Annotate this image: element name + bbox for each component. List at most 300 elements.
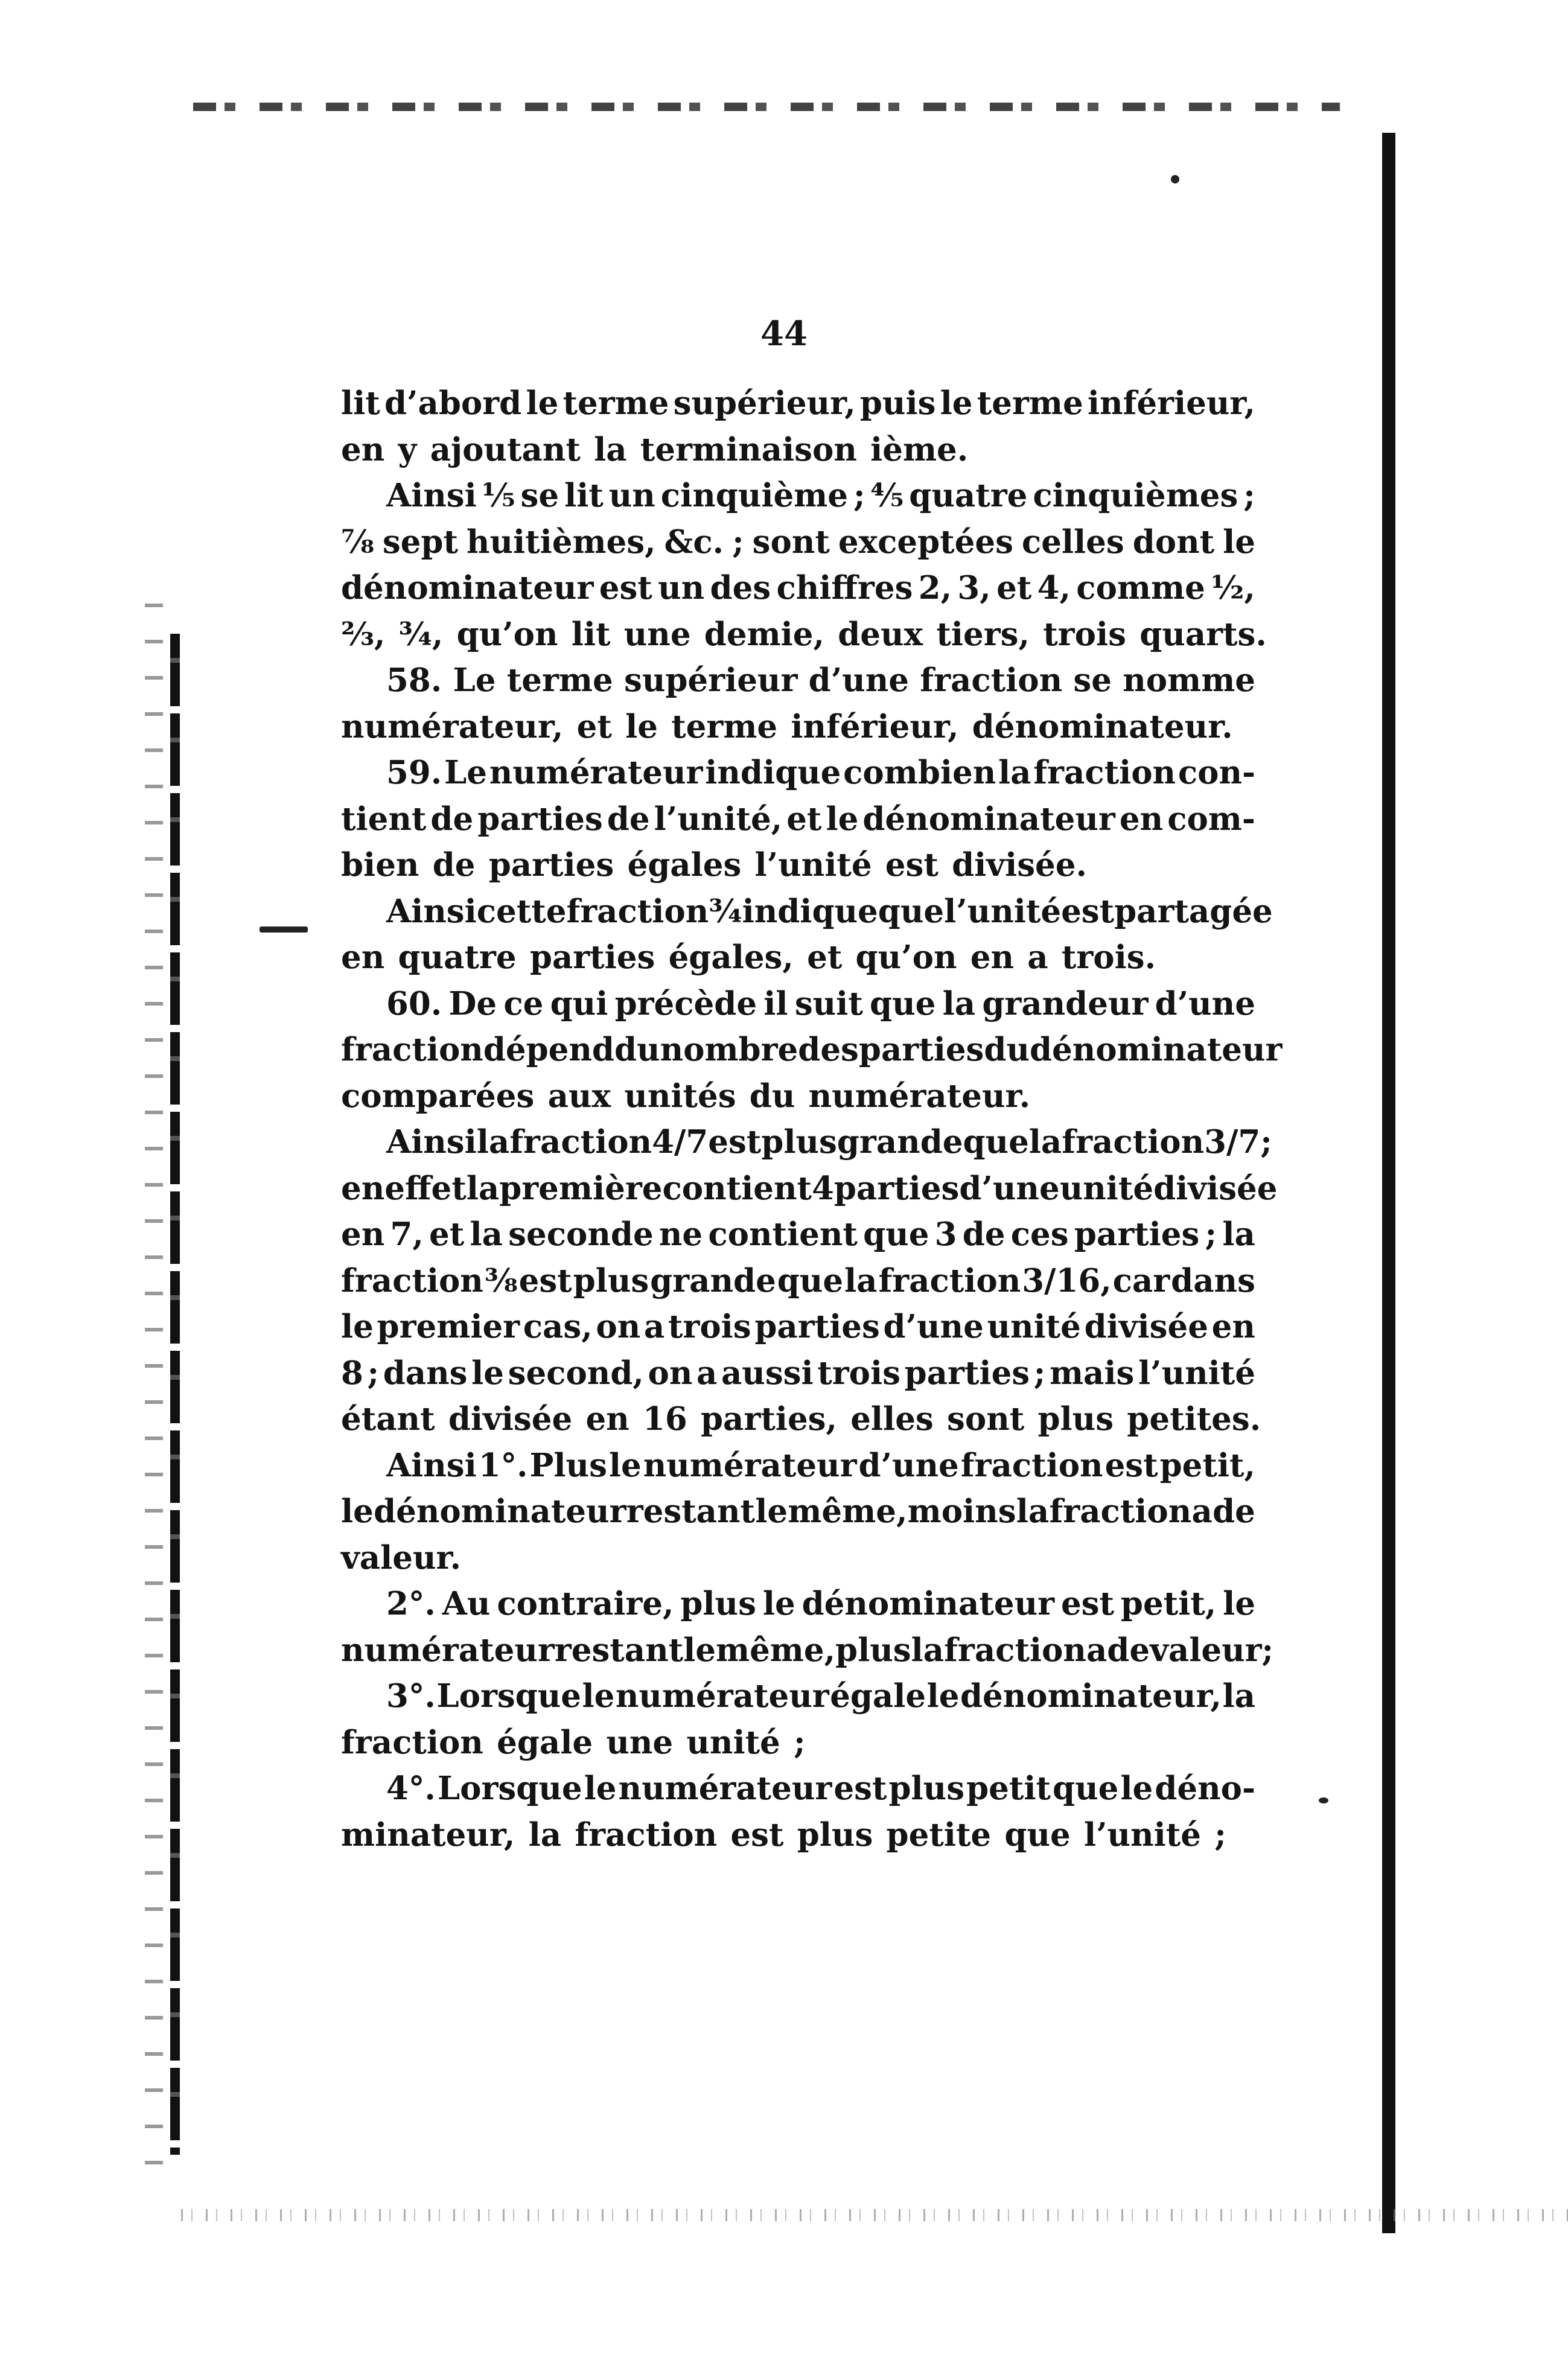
word: l’unité [1138,1354,1255,1392]
word: minateur, [341,1816,515,1854]
word: la [470,1216,503,1253]
word: car [1112,1261,1170,1299]
word: Lorsque [437,1770,582,1807]
text-line [341,704,1255,750]
word: un [658,569,705,607]
word: 1°. [478,1446,528,1484]
word: seconde [508,1216,654,1253]
word: effet [384,1169,467,1207]
word: de [432,846,476,884]
word: déno- [1155,1770,1255,1807]
word: numérateur, [341,707,564,745]
word: le [625,707,658,745]
word: que [1053,1770,1119,1807]
word: 3, [957,569,991,607]
word: étant [341,1400,435,1438]
word: restant [626,1493,756,1530]
word: l’unité, [654,800,783,838]
word: parties, [701,1400,837,1438]
word: que [878,892,945,930]
text-line [341,1073,1255,1120]
word: grande [837,1123,963,1161]
word: &c. [664,523,724,561]
word: égale [497,1723,593,1761]
word: y [398,430,417,468]
word: en [341,430,385,468]
text-line [341,1165,1278,1212]
word: ⅔, [341,615,386,653]
word: est [1104,1446,1158,1484]
word: 3/16, [1022,1261,1112,1299]
word: d’une [883,1308,984,1345]
text-line [341,427,1255,473]
word: le [584,1770,617,1807]
word: des [798,1031,859,1068]
word: supérieur, [673,384,856,422]
word: la [942,984,976,1022]
word: terme [563,384,669,422]
word: première [499,1169,663,1207]
word: 4, [1037,569,1071,607]
word: restant [554,1631,684,1669]
word: la [1028,1123,1062,1161]
word: fraction [1049,1493,1192,1530]
text-line [341,981,1255,1027]
word: d’abord [384,384,522,422]
word: dépend [483,1031,614,1068]
word: de [607,800,650,838]
word: supérieur [624,662,798,699]
margin-mark [260,926,308,933]
text-line [341,1812,1255,1858]
word: premier [377,1308,520,1345]
word: numérateur [643,1446,857,1484]
word: trois [1043,615,1126,653]
word: la [476,1123,510,1161]
word: numérateur. [808,1077,1031,1115]
word: le [762,1585,795,1622]
text-line [341,1211,1255,1258]
word: terminaison [640,430,857,468]
word: le [608,1446,642,1484]
scan-right-edge [1382,133,1395,2233]
word: et [429,1216,465,1253]
word: unités [624,1077,736,1115]
word: numérateur [615,1677,829,1715]
word: 4°. [386,1770,436,1807]
word: parties [858,1031,984,1068]
word: précède [614,984,757,1022]
word: ; [1260,1123,1272,1161]
word: unité [686,1723,780,1761]
text-line [341,1027,1283,1073]
word: trois [817,1354,900,1392]
word: ; [1261,1631,1274,1669]
text-line [341,796,1255,843]
word: ; [1033,1354,1046,1392]
text-line [341,1443,1255,1489]
word: 59. [386,754,442,791]
word: d’une [1155,984,1255,1022]
word: fraction [341,1261,483,1299]
text-line [341,565,1255,611]
word: que [1004,1816,1071,1854]
word: petite [886,1816,992,1854]
text-line [341,657,1255,704]
word: dénominateur [1029,1031,1283,1068]
word: lit [571,615,611,653]
word: on [648,1354,693,1392]
word: Ainsi [386,1446,477,1484]
word: d’une [808,662,909,699]
word: Le [453,662,496,699]
word: que [870,984,936,1022]
word: quarts. [1139,615,1267,653]
word: plus [680,1585,756,1622]
word: fraction [509,1123,652,1161]
word: plus [835,1631,911,1669]
scan-left-binding [170,634,180,2155]
word: divisée [1153,1169,1278,1207]
word: fraction [944,1631,1086,1669]
word: un [608,477,655,514]
word: la [1016,1493,1050,1530]
word: De [448,984,497,1022]
word: 2, [918,569,952,607]
word: il [763,984,788,1022]
word: cette [476,892,567,930]
word: grande [650,1261,776,1299]
word: en [585,1400,629,1438]
word: 7, [390,1216,424,1253]
word: plus [797,1816,873,1854]
word: com- [1167,800,1255,838]
scan-bottom-edge [181,2209,1568,2221]
text-line [341,934,1255,981]
scan-top-edge [193,103,1340,111]
word: trois. [1061,939,1156,976]
word: fraction [1062,1123,1205,1161]
text-line [341,519,1255,566]
word: d’une [858,1446,959,1484]
word: numérateur [341,1631,555,1669]
word: nombre [660,1031,798,1068]
word: inférieur, [791,707,959,745]
word: fraction [566,892,709,930]
word: dénominateur [341,569,594,607]
word: demie, [704,615,824,653]
word: et [996,569,1032,607]
word: le [341,1493,374,1530]
word: Ainsi [386,1123,477,1161]
word: a [1191,1493,1213,1530]
word: parties [754,1308,880,1345]
word: inférieur, [1087,384,1255,422]
word: 4/7 [652,1123,709,1161]
word: est [599,569,652,607]
word: ¾, [398,615,444,653]
word: tient [341,800,427,838]
word: et [807,939,843,976]
word: on [596,1308,641,1345]
word: ⅘ [870,477,904,514]
word: la [844,1261,878,1299]
word: ces [1010,1216,1069,1253]
word: plus [1037,1400,1114,1438]
text-line [341,1488,1255,1535]
word: 3°. [386,1677,436,1715]
word: dénominateur [862,800,1115,838]
word: du [614,1031,660,1068]
word: tiers, [936,615,1030,653]
ink-spot [1319,1797,1328,1803]
word: une [606,1723,674,1761]
word: ne [658,1216,703,1253]
word: petit, [1159,1446,1255,1484]
word: Le [444,754,487,791]
word: l’unité [1083,1816,1201,1854]
word: cinquième [660,477,848,514]
word: même, [715,1631,836,1669]
word: Au [442,1585,491,1622]
word: mais [1049,1354,1135,1392]
text-line [341,1258,1255,1304]
word: ; [1214,1816,1226,1854]
word: fraction [878,1261,1021,1299]
word: qu’on [456,615,558,653]
word: est [518,1261,572,1299]
word: sont [752,523,830,561]
word: divisée [448,1400,573,1438]
text-line [341,1627,1274,1674]
text-line [341,842,1255,888]
text-line [341,473,1255,519]
word: dénominateur. [972,707,1233,745]
word: cas, [523,1308,593,1345]
word: puis [859,384,936,422]
word: la [1222,1216,1255,1253]
word: parties [488,846,614,884]
word: le [341,1308,374,1345]
word: celles [1021,523,1124,561]
word: se [520,477,559,514]
word: contient [708,1216,858,1253]
word: égales [627,846,742,884]
word: bien [341,846,419,884]
word: est [708,1123,762,1161]
word: le [1223,523,1255,561]
word: qu’on [855,939,957,976]
word: parties [477,800,603,838]
word: deux [838,615,923,653]
word: le [755,1493,788,1530]
word: le [471,1354,504,1392]
word: qui [550,984,608,1022]
word: terme [977,384,1083,422]
word: unité [987,1308,1081,1345]
word: en [341,1169,385,1207]
word: le [526,384,559,422]
word: le [683,1631,716,1669]
word: dont [1132,523,1215,561]
word: que [863,1216,929,1253]
word: 3/7 [1204,1123,1261,1161]
word: a [1086,1631,1107,1669]
page-number: 44 [760,314,808,354]
word: le [940,384,973,422]
scan-left-ticks [145,604,163,2173]
word: a [696,1354,718,1392]
text-line [341,888,1273,935]
word: trois [668,1308,751,1345]
word: valeur [1150,1631,1262,1669]
word: parties [904,1354,1030,1392]
word: petites. [1127,1400,1261,1438]
word: la [1222,1677,1255,1715]
word: de [430,800,474,838]
word: se [1073,662,1112,699]
word: lit [564,477,604,514]
word: du [984,1031,1030,1068]
text-line [341,1396,1261,1443]
word: en [1119,800,1164,838]
word: la [528,1816,562,1854]
word: la [998,754,1031,791]
word: divisée. [952,846,1087,884]
word: suit [794,984,863,1022]
word: le [1120,1770,1153,1807]
word: petit, [1120,1585,1217,1622]
word: Ainsi [386,892,477,930]
word: numérateur [489,754,703,791]
word: ; [732,523,744,561]
word: parties [1074,1216,1200,1253]
word: fraction [341,1723,483,1761]
word: le [926,1677,960,1715]
word: fraction [920,662,1063,699]
word: ½, [1211,569,1255,607]
text-line [341,1720,1255,1766]
text-line [341,1304,1255,1350]
word: moins [907,1493,1016,1530]
word: en [341,1216,385,1253]
word: ce [503,984,544,1022]
word: 8 [341,1354,363,1392]
word: et [576,707,612,745]
word: numérateur [618,1770,832,1807]
word: sept [382,523,458,561]
word: a [643,1308,665,1345]
word: comparées [341,1077,535,1115]
text-line [341,1581,1255,1627]
word: l’unité [754,846,872,884]
ink-spot [1171,175,1179,183]
word: de [1107,1631,1150,1669]
word: fraction [960,1446,1103,1484]
text-line [341,750,1255,796]
word: cinquièmes [1033,477,1238,514]
word: combien [843,754,996,791]
word: contraire, [497,1585,674,1622]
word: une [623,615,691,653]
word: plus [761,1123,837,1161]
word: la [466,1169,500,1207]
word: du [749,1077,795,1115]
word: huitièmes, [466,523,656,561]
word: est [1060,1585,1114,1622]
word: parties [833,1169,960,1207]
text-line [341,611,1267,658]
word: indique [742,892,878,930]
word: a [1027,939,1048,976]
word: que [777,1261,844,1299]
word: Ainsi [386,477,477,514]
text-line [341,1765,1255,1812]
word: égale [830,1677,926,1715]
word: ⅜ [484,1261,518,1299]
word: plus [888,1770,965,1807]
word: ième. [870,430,969,468]
word: est [1061,892,1115,930]
word: 2°. [386,1585,436,1622]
word: ajoutant [430,430,581,468]
word: dans [383,1354,468,1392]
word: l’unité [944,892,1062,930]
word: chiffres [776,569,913,607]
word: fraction [1033,754,1176,791]
word: de [1213,1493,1255,1530]
word: est [833,1770,887,1807]
word: le [1223,1585,1255,1622]
word: des [710,569,771,607]
word: de [962,1216,1005,1253]
word: dénominateur [374,1493,626,1530]
word: divisée [1084,1308,1208,1345]
word: terme [671,707,778,745]
word: d’une [959,1169,1060,1207]
word: ; [853,477,865,514]
word: unité [1059,1169,1154,1207]
word: 3 [934,1216,957,1253]
body-text [341,380,1283,1858]
word: terme [506,662,613,699]
word: le [826,800,859,838]
word: ; [367,1354,380,1392]
word: lit [341,384,380,422]
word: ¾ [709,892,742,930]
word: indique [705,754,841,791]
word: elles [850,1400,934,1438]
word: 60. [386,984,442,1022]
word: et [786,800,822,838]
word: aux [547,1077,611,1115]
word: ; [1205,1216,1217,1253]
word: con- [1178,754,1255,791]
text-line [341,1535,1255,1581]
word: même, [788,1493,908,1530]
word: contient [662,1169,812,1207]
word: second, [508,1354,644,1392]
word: est [885,846,939,884]
word: sont [947,1400,1025,1438]
word: la [594,430,627,468]
word: nomme [1123,662,1255,699]
word: fraction [575,1816,718,1854]
word: la [911,1631,945,1669]
word: quatre [398,939,517,976]
word: en [1211,1308,1255,1345]
word: dans [1171,1261,1255,1299]
